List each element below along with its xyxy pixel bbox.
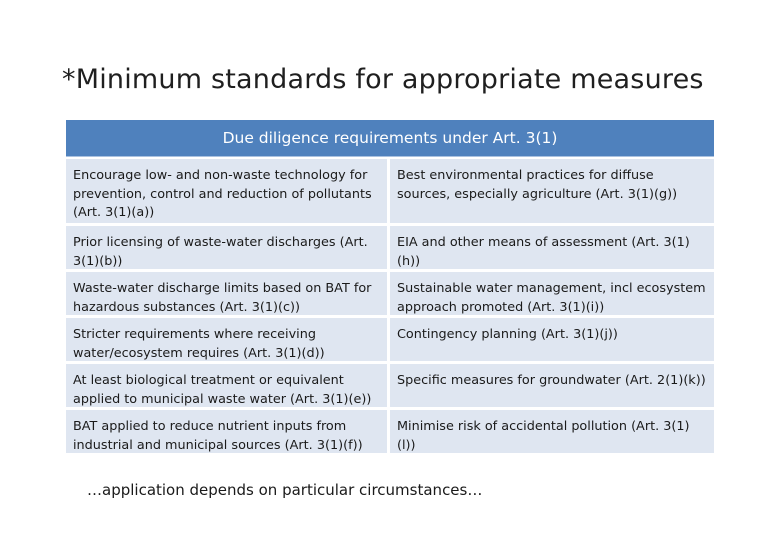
table-row <box>66 318 714 361</box>
table-cell-left: BAT applied to reduce nutrient inputs from industrial and municipal sources (Art. 3(1)(f)) <box>66 410 387 453</box>
requirements-table <box>66 118 714 456</box>
table-row <box>66 226 714 269</box>
table-cell-left: Stricter requirements where receiving water/ecosystem requires (Art. 3(1)(d)) <box>66 318 387 361</box>
table-row <box>66 159 714 223</box>
table-cell-right: Sustainable water management, incl ecosystem approach promoted (Art. 3(1)(i)) <box>390 272 714 315</box>
table-cell-right: Best environmental practices for diffuse sources, especially agriculture (Art. 3(1)(g)) <box>390 159 714 223</box>
table-row <box>66 410 714 453</box>
table-cell-right: Minimise risk of accidental pollution (Art. 3(1)(l)) <box>390 410 714 453</box>
table-header: Due diligence requirements under Art. 3(1) <box>66 118 714 156</box>
table-cell-right: EIA and other means of assessment (Art. 3(1)(h)) <box>390 226 714 269</box>
slide-title: *Minimum standards for appropriate measures <box>62 64 704 95</box>
table-cell-left: Prior licensing of waste-water discharges (Art. 3(1)(b)) <box>66 226 387 269</box>
table-row <box>66 272 714 315</box>
table-cell-left: At least biological treatment or equivalent applied to municipal waste water (Art. 3(1)(e)) <box>66 364 387 407</box>
table-cell-right: Contingency planning (Art. 3(1)(j)) <box>390 318 714 361</box>
table-row <box>66 364 714 407</box>
slide-footer-note: …application depends on particular circumstances… <box>87 481 483 499</box>
table-cell-left: Encourage low- and non-waste technology for prevention, control and reduction of pollutants (Art. 3(1)(a)) <box>66 159 387 223</box>
table-cell-left: Waste-water discharge limits based on BAT for hazardous substances (Art. 3(1)(c)) <box>66 272 387 315</box>
table-cell-right: Specific measures for groundwater (Art. 2(1)(k)) <box>390 364 714 407</box>
